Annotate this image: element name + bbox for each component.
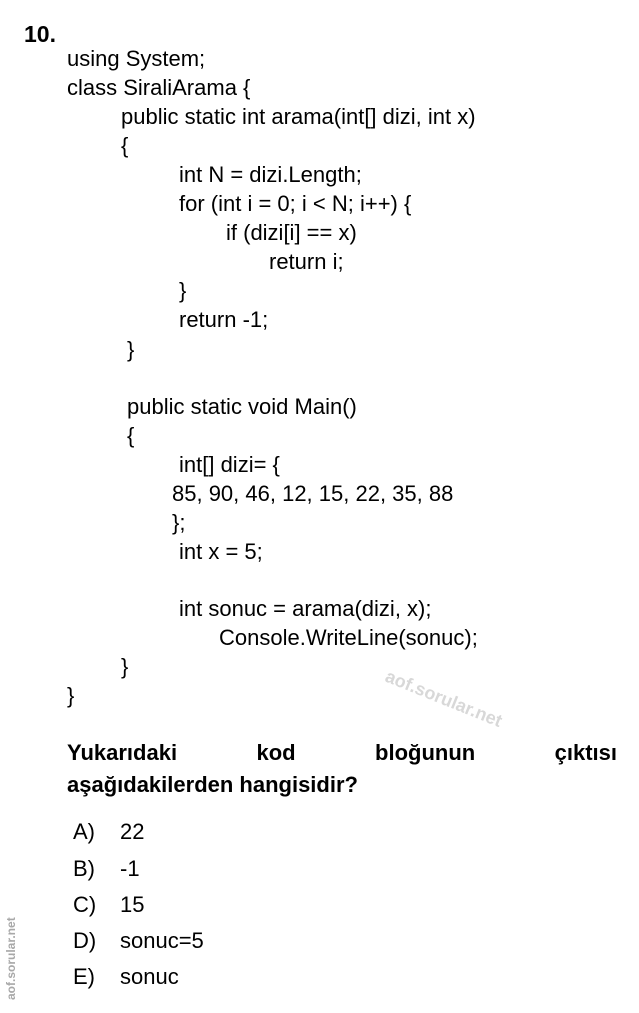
code-line: int x = 5; [179,539,263,564]
option-text: sonuc=5 [120,928,204,953]
option-a[interactable] [73,819,144,845]
code-line: Console.WriteLine(sonuc); [219,625,478,650]
code-line: } [121,654,129,679]
question-word: çıktısı [554,740,617,765]
option-d[interactable] [73,928,204,954]
code-line: if (dizi[i] == x) [226,220,357,245]
code-line: int[] dizi= { [179,452,280,477]
watermark-text: aof.sorular.net [382,666,505,732]
code-line: public static void Main() [127,394,357,419]
question-word: kod [256,740,296,765]
question-word: Yukarıdaki [67,740,178,765]
option-text: 22 [120,819,145,844]
option-e[interactable] [73,964,179,990]
option-c[interactable] [73,892,144,918]
question-text-line-2: aşağıdakilerden hangisidir? [67,772,358,797]
option-text: -1 [120,856,140,881]
code-line: } [179,278,187,303]
option-letter: A) [73,819,95,844]
option-b[interactable] [73,856,140,882]
option-text: sonuc [120,964,179,989]
code-line: } [127,337,135,362]
code-line: } [67,683,75,708]
code-line: return -1; [179,307,269,332]
option-letter: B) [73,856,95,881]
side-watermark: aof.sorular.net [4,917,18,1000]
code-line: }; [172,510,186,535]
option-letter: D) [73,928,97,953]
code-line: class SiraliArama { [67,75,251,100]
question-word: bloğunun [375,740,476,765]
option-letter: C) [73,892,97,917]
code-line: int sonuc = arama(dizi, x); [179,596,432,621]
code-line: using System; [67,46,206,71]
code-line: { [127,423,135,448]
option-text: 15 [120,892,145,917]
code-line: { [121,133,129,158]
code-line: int N = dizi.Length; [179,162,362,187]
question-text-line-1 [67,740,617,766]
question-number: 10. [24,21,56,47]
code-line: public static int arama(int[] dizi, int x) [121,104,476,129]
option-letter: E) [73,964,95,989]
code-line: 85, 90, 46, 12, 15, 22, 35, 88 [172,481,454,506]
code-line: for (int i = 0; i < N; i++) { [179,191,412,216]
code-line: return i; [269,249,344,274]
